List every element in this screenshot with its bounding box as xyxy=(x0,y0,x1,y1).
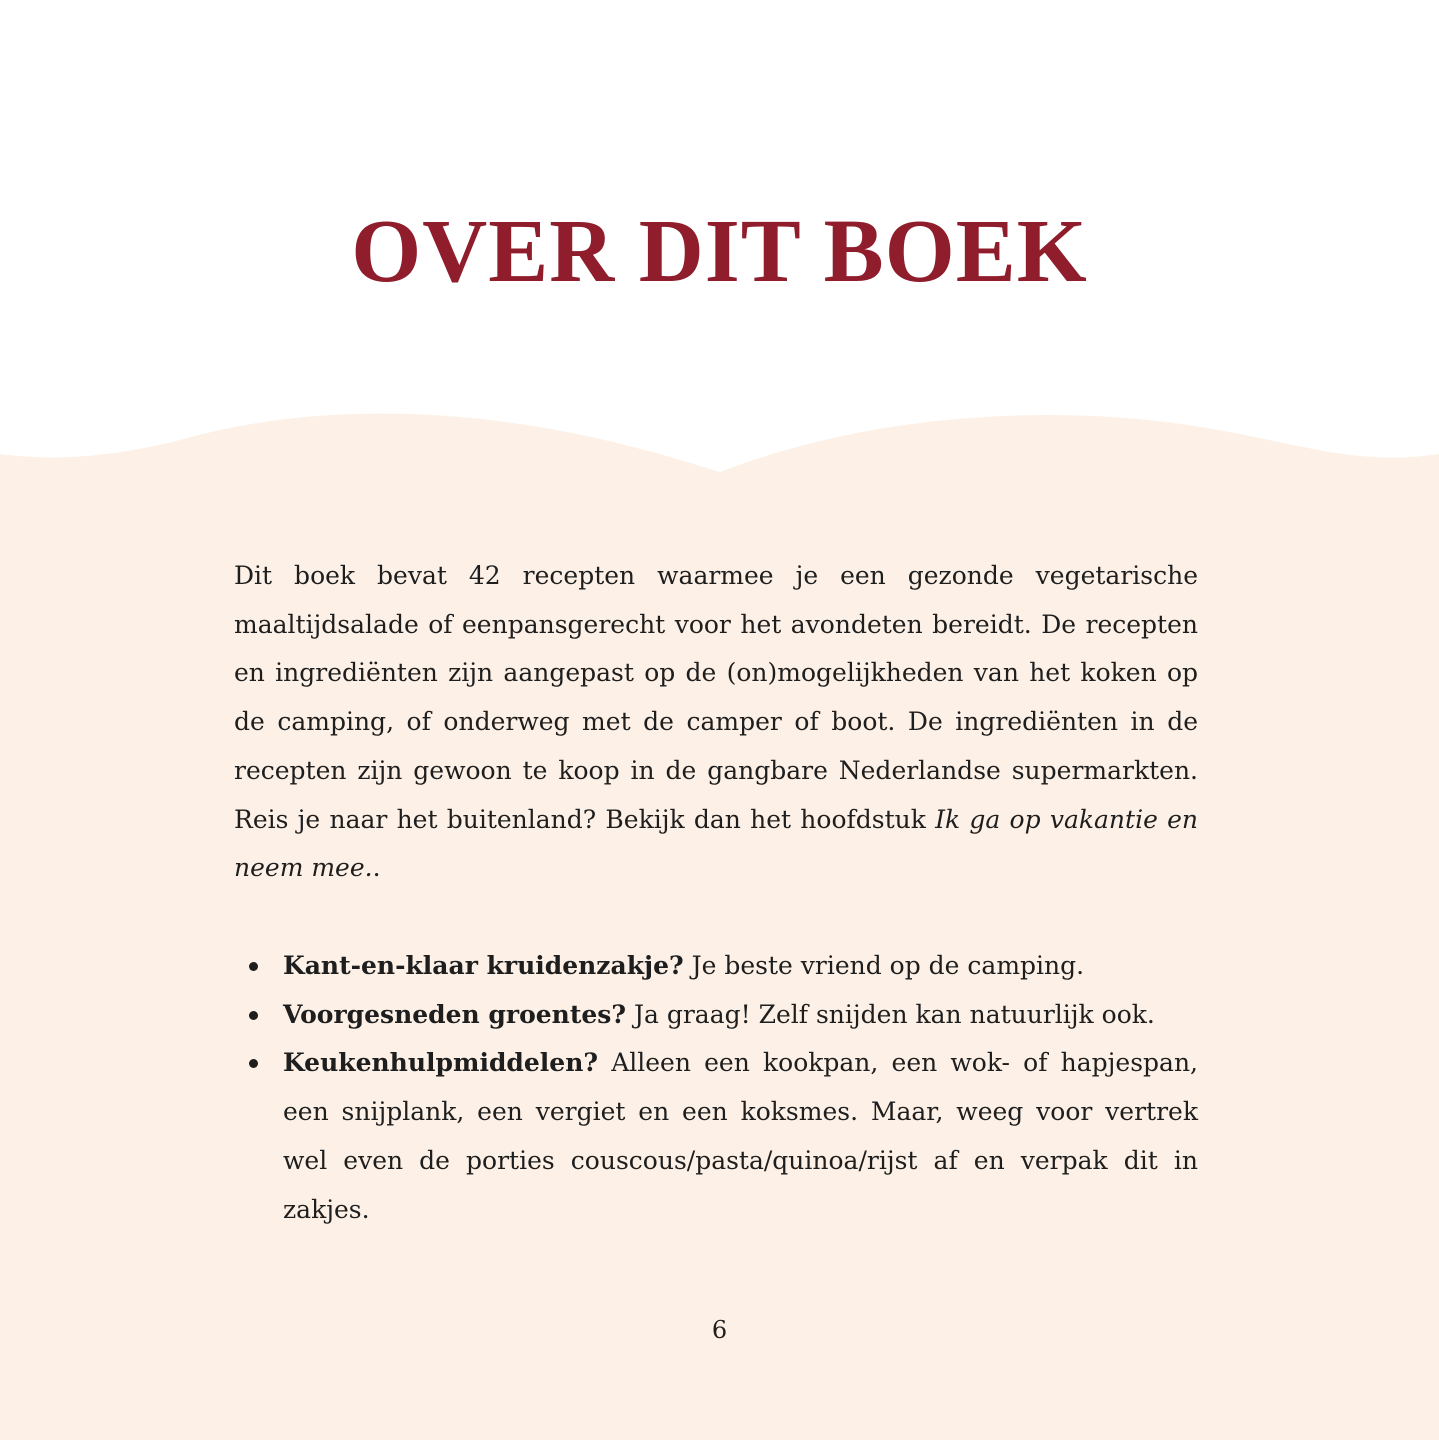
list-item-text: Alleen een kookpan, een wok- of hapjespan, een snijplank, een vergiet en een koksmes. Maar, weeg voor vertrek wel even de porties couscous/pasta/quinoa/rijst af en verpak dit in zakjes. xyxy=(283,1048,1198,1224)
list-item-heading: Kant-en-klaar kruidenzakje? xyxy=(283,951,684,980)
intro-text: Dit boek bevat 42 recepten waarmee je een gezonde vegetarische maaltijdsalade of eenpansgerecht voor het avondeten bereidt. De recepten en ingrediënten zijn aangepast op de (on)mogelijkheden van het koken op de camping, of onderweg met de camper of boot. De ingrediënten in de recepten zijn gewoon te koop in de gangbare Nederlandse supermarkten. Reis je naar het buitenland? Bekijk dan het hoofdstuk xyxy=(234,561,1198,834)
page-number: 6 xyxy=(711,1316,728,1344)
list-item xyxy=(283,991,1198,1040)
tips-list xyxy=(283,942,1198,1234)
list-item xyxy=(283,1039,1198,1234)
list-item-text: Ja graag! Zelf snijden kan natuurlijk ook. xyxy=(626,999,1155,1029)
bullet-icon xyxy=(249,962,258,971)
list-item-text: Je beste vriend op de camping. xyxy=(683,951,1085,980)
page-title: OVER DIT BOEK xyxy=(351,202,1088,301)
intro-paragraph xyxy=(234,552,1198,893)
chapter-reference: Ik ga op vakantie en neem mee. xyxy=(234,804,1198,883)
bullet-icon xyxy=(249,1011,258,1020)
list-item xyxy=(283,942,1198,991)
list-item-heading: Voorgesneden groentes? xyxy=(283,999,627,1029)
bullet-icon xyxy=(249,1059,258,1068)
list-item-heading: Keukenhulpmiddelen? xyxy=(283,1048,599,1078)
intro-end: . xyxy=(372,853,381,883)
